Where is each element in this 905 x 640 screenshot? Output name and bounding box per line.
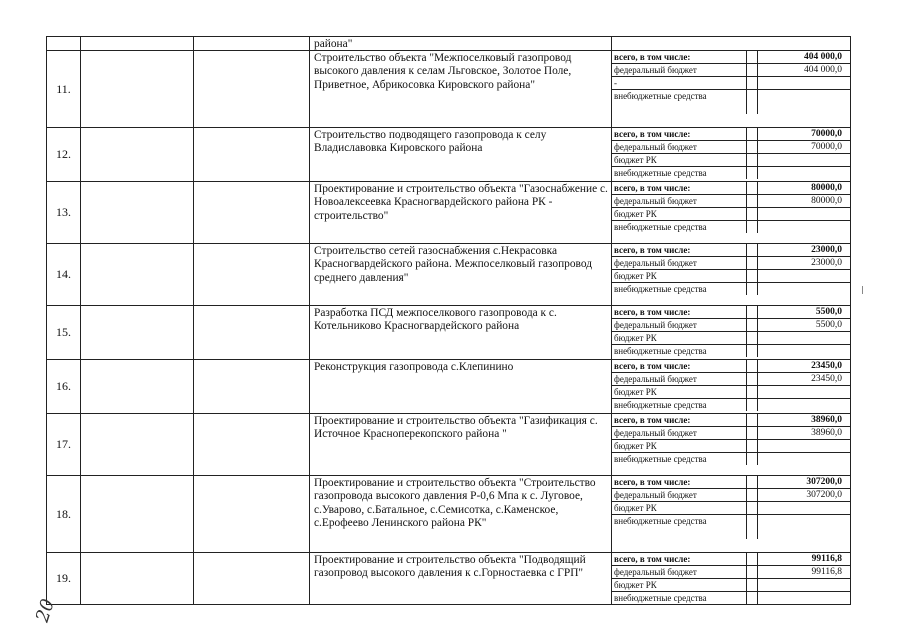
funding-line xyxy=(612,257,850,270)
funding-table xyxy=(612,244,850,295)
row-description: Проектирование и строительство объекта "Газоснабжение с. Новоалексеевка Красногвардейского района РК - строительство" xyxy=(310,182,612,244)
funding-line xyxy=(612,515,850,540)
funding-source-label: федеральный бюджет xyxy=(612,319,747,332)
funding-line xyxy=(612,476,850,489)
empty-cell xyxy=(194,360,310,414)
funding-source-label: внебюджетные средства xyxy=(612,283,747,296)
funding-line xyxy=(612,360,850,373)
funding-table xyxy=(612,553,850,604)
table-row-continuation xyxy=(47,37,851,51)
row-description: района" xyxy=(310,37,612,51)
funding-line xyxy=(612,64,850,77)
funding-cell xyxy=(612,414,851,476)
funding-line xyxy=(612,195,850,208)
funding-source-label: бюджет РК xyxy=(612,502,747,515)
funding-amount: 5500,0 xyxy=(758,319,851,332)
row-number: 12. xyxy=(47,128,81,182)
funding-source-label: всего, в том числе: xyxy=(612,244,747,257)
funding-amount: 80000,0 xyxy=(758,182,851,195)
funding-amount: 23000,0 xyxy=(758,244,851,257)
empty-cell xyxy=(81,476,194,553)
funding-source-label: внебюджетные средства xyxy=(612,221,747,234)
funding-amount xyxy=(758,502,851,515)
funding-line xyxy=(612,221,850,234)
table-row xyxy=(47,476,851,553)
funding-line xyxy=(612,399,850,412)
row-number: 17. xyxy=(47,414,81,476)
empty-cell xyxy=(81,182,194,244)
empty-cell xyxy=(194,553,310,605)
empty-cell xyxy=(81,306,194,360)
funding-source-label: внебюджетные средства xyxy=(612,592,747,605)
funding-amount: 23000,0 xyxy=(758,257,851,270)
row-number: 15. xyxy=(47,306,81,360)
table-row xyxy=(47,360,851,414)
table-row xyxy=(47,553,851,605)
funding-source-label: бюджет РК xyxy=(612,154,747,167)
empty-cell xyxy=(81,51,194,128)
funding-line xyxy=(612,154,850,167)
empty-cell xyxy=(194,244,310,306)
funding-source-label: бюджет РК xyxy=(612,579,747,592)
funding-line xyxy=(612,440,850,453)
funding-source-label: всего, в том числе: xyxy=(612,360,747,373)
funding-amount: 23450,0 xyxy=(758,360,851,373)
funding-source-label: внебюджетные средства xyxy=(612,399,747,412)
table-row xyxy=(47,414,851,476)
funding-line xyxy=(612,90,850,115)
row-number: 13. xyxy=(47,182,81,244)
row-description: Строительство подводящего газопровода к селу Владиславовка Кировского района xyxy=(310,128,612,182)
funding-source-label: всего, в том числе: xyxy=(612,414,747,427)
funding-line xyxy=(612,592,850,605)
table-row xyxy=(47,244,851,306)
funding-line xyxy=(612,208,850,221)
funding-amount xyxy=(758,167,851,180)
funding-line xyxy=(612,270,850,283)
funding-line xyxy=(612,167,850,180)
funding-source-label: федеральный бюджет xyxy=(612,427,747,440)
funding-table xyxy=(612,414,850,465)
row-number: 11. xyxy=(47,51,81,128)
funding-amount: 5500,0 xyxy=(758,306,851,319)
funding-amount xyxy=(758,345,851,358)
funding-amount xyxy=(758,515,851,540)
empty-cell xyxy=(81,244,194,306)
funding-source-label: бюджет РК xyxy=(612,270,747,283)
funding-amount xyxy=(758,399,851,412)
row-description: Строительство сетей газоснабжения с.Некрасовка Красногвардейского района. Межпоселковый газопровод среднего давления" xyxy=(310,244,612,306)
row-description: Строительство объекта "Межпоселковый газопровод высокого давления к селам Льговское, Золотое Поле, Приветное, Абрикосовка Кировского района" xyxy=(310,51,612,128)
row-number: 18. xyxy=(47,476,81,553)
funding-source-label: бюджет РК xyxy=(612,386,747,399)
funding-source-label: федеральный бюджет xyxy=(612,257,747,270)
funding-amount xyxy=(758,208,851,221)
funding-amount xyxy=(758,453,851,466)
funding-cell xyxy=(612,306,851,360)
table-row xyxy=(47,182,851,244)
funding-cell xyxy=(612,51,851,128)
funding-line xyxy=(612,414,850,427)
funding-amount xyxy=(758,283,851,296)
funding-line xyxy=(612,51,850,64)
table-row xyxy=(47,306,851,360)
empty-cell xyxy=(194,51,310,128)
funding-source-label: бюджет РК xyxy=(612,332,747,345)
funding-table xyxy=(612,476,850,539)
funding-source-label: внебюджетные средства xyxy=(612,90,747,115)
funding-line xyxy=(612,141,850,154)
handwritten-page-number: 20 xyxy=(31,596,59,625)
empty-cell xyxy=(81,553,194,605)
funding-table xyxy=(612,128,850,179)
funding-line xyxy=(612,502,850,515)
funding-line xyxy=(612,319,850,332)
funding-source-label: внебюджетные средства xyxy=(612,167,747,180)
funding-line xyxy=(612,373,850,386)
funding-line xyxy=(612,579,850,592)
margin-mark xyxy=(862,286,863,294)
row-description: Реконструкция газопровода с.Клепинино xyxy=(310,360,612,414)
funding-table xyxy=(612,51,850,114)
funding-source-label: федеральный бюджет xyxy=(612,141,747,154)
funding-source-label: - xyxy=(612,77,747,90)
funding-source-label: всего, в том числе: xyxy=(612,306,747,319)
funding-amount xyxy=(758,221,851,234)
funding-amount xyxy=(758,270,851,283)
funding-table xyxy=(612,182,850,233)
funding-source-label: всего, в том числе: xyxy=(612,51,747,64)
funding-source-label: федеральный бюджет xyxy=(612,566,747,579)
row-description: Разработка ПСД межпоселкового газопровода к с. Котельниково Красногвардейского района xyxy=(310,306,612,360)
row-number: 19. xyxy=(47,553,81,605)
funding-line xyxy=(612,345,850,358)
funding-line xyxy=(612,566,850,579)
funding-amount: 70000,0 xyxy=(758,128,851,141)
funding-amount: 307200,0 xyxy=(758,476,851,489)
table-row xyxy=(47,128,851,182)
funding-source-label: бюджет РК xyxy=(612,440,747,453)
row-description: Проектирование и строительство объекта "Строительство газопровода высокого давления Р-0,6 Мпа к с. Луговое, с.Уварово, с.Батальное, с.Семисотка, с.Каменское, с.Ерофеево Ленинского района РК" xyxy=(310,476,612,553)
empty-cell xyxy=(194,476,310,553)
funding-table xyxy=(612,360,850,411)
funding-line xyxy=(612,77,850,90)
funding-source-label: всего, в том числе: xyxy=(612,476,747,489)
funding-source-label: внебюджетные средства xyxy=(612,453,747,466)
funding-source-label: федеральный бюджет xyxy=(612,195,747,208)
empty-cell xyxy=(81,128,194,182)
funding-source-label: всего, в том числе: xyxy=(612,128,747,141)
empty-cell xyxy=(194,414,310,476)
row-number: 16. xyxy=(47,360,81,414)
row-description: Проектирование и строительство объекта "Подводящий газопровод высокого давления к с.Горностаевка с ГРП" xyxy=(310,553,612,605)
funding-line xyxy=(612,453,850,466)
funding-amount xyxy=(758,154,851,167)
row-number: 14. xyxy=(47,244,81,306)
funding-line xyxy=(612,332,850,345)
funding-amount: 70000,0 xyxy=(758,141,851,154)
funding-line xyxy=(612,283,850,296)
empty-cell xyxy=(194,306,310,360)
funding-line xyxy=(612,306,850,319)
funding-amount xyxy=(758,332,851,345)
funding-source-label: федеральный бюджет xyxy=(612,489,747,502)
empty-cell xyxy=(81,360,194,414)
funding-amount: 38960,0 xyxy=(758,427,851,440)
funding-amount: 99116,8 xyxy=(758,553,851,566)
empty-cell xyxy=(194,182,310,244)
funding-line xyxy=(612,128,850,141)
funding-line xyxy=(612,244,850,257)
funding-source-label: всего, в том числе: xyxy=(612,182,747,195)
funding-amount xyxy=(758,77,851,90)
funding-amount xyxy=(758,440,851,453)
funding-table xyxy=(612,306,850,357)
funding-amount: 99116,8 xyxy=(758,566,851,579)
funding-amount: 307200,0 xyxy=(758,489,851,502)
funding-source-label: внебюджетные средства xyxy=(612,515,747,540)
funding-amount: 404 000,0 xyxy=(758,51,851,64)
funding-amount: 23450,0 xyxy=(758,373,851,386)
row-description: Проектирование и строительство объекта "Газификация с. Источное Красноперекопского района " xyxy=(310,414,612,476)
funding-line xyxy=(612,553,850,566)
funding-line xyxy=(612,489,850,502)
funding-source-label: бюджет РК xyxy=(612,208,747,221)
empty-cell xyxy=(81,414,194,476)
funding-source-label: внебюджетные средства xyxy=(612,345,747,358)
funding-amount: 80000,0 xyxy=(758,195,851,208)
funding-amount xyxy=(758,592,851,605)
funding-line xyxy=(612,182,850,195)
funding-amount: 404 000,0 xyxy=(758,64,851,77)
funding-cell xyxy=(612,128,851,182)
funding-source-label: федеральный бюджет xyxy=(612,373,747,386)
funding-line xyxy=(612,427,850,440)
funding-source-label: федеральный бюджет xyxy=(612,64,747,77)
funding-amount: 38960,0 xyxy=(758,414,851,427)
funding-cell xyxy=(612,244,851,306)
funding-amount xyxy=(758,386,851,399)
funding-line xyxy=(612,386,850,399)
funding-amount xyxy=(758,579,851,592)
empty-cell xyxy=(194,128,310,182)
funding-cell xyxy=(612,360,851,414)
funding-cell xyxy=(612,182,851,244)
funding-cell xyxy=(612,476,851,553)
table-row xyxy=(47,51,851,128)
funding-amount xyxy=(758,90,851,115)
funding-cell xyxy=(612,553,851,605)
budget-table xyxy=(46,36,851,605)
funding-source-label: всего, в том числе: xyxy=(612,553,747,566)
